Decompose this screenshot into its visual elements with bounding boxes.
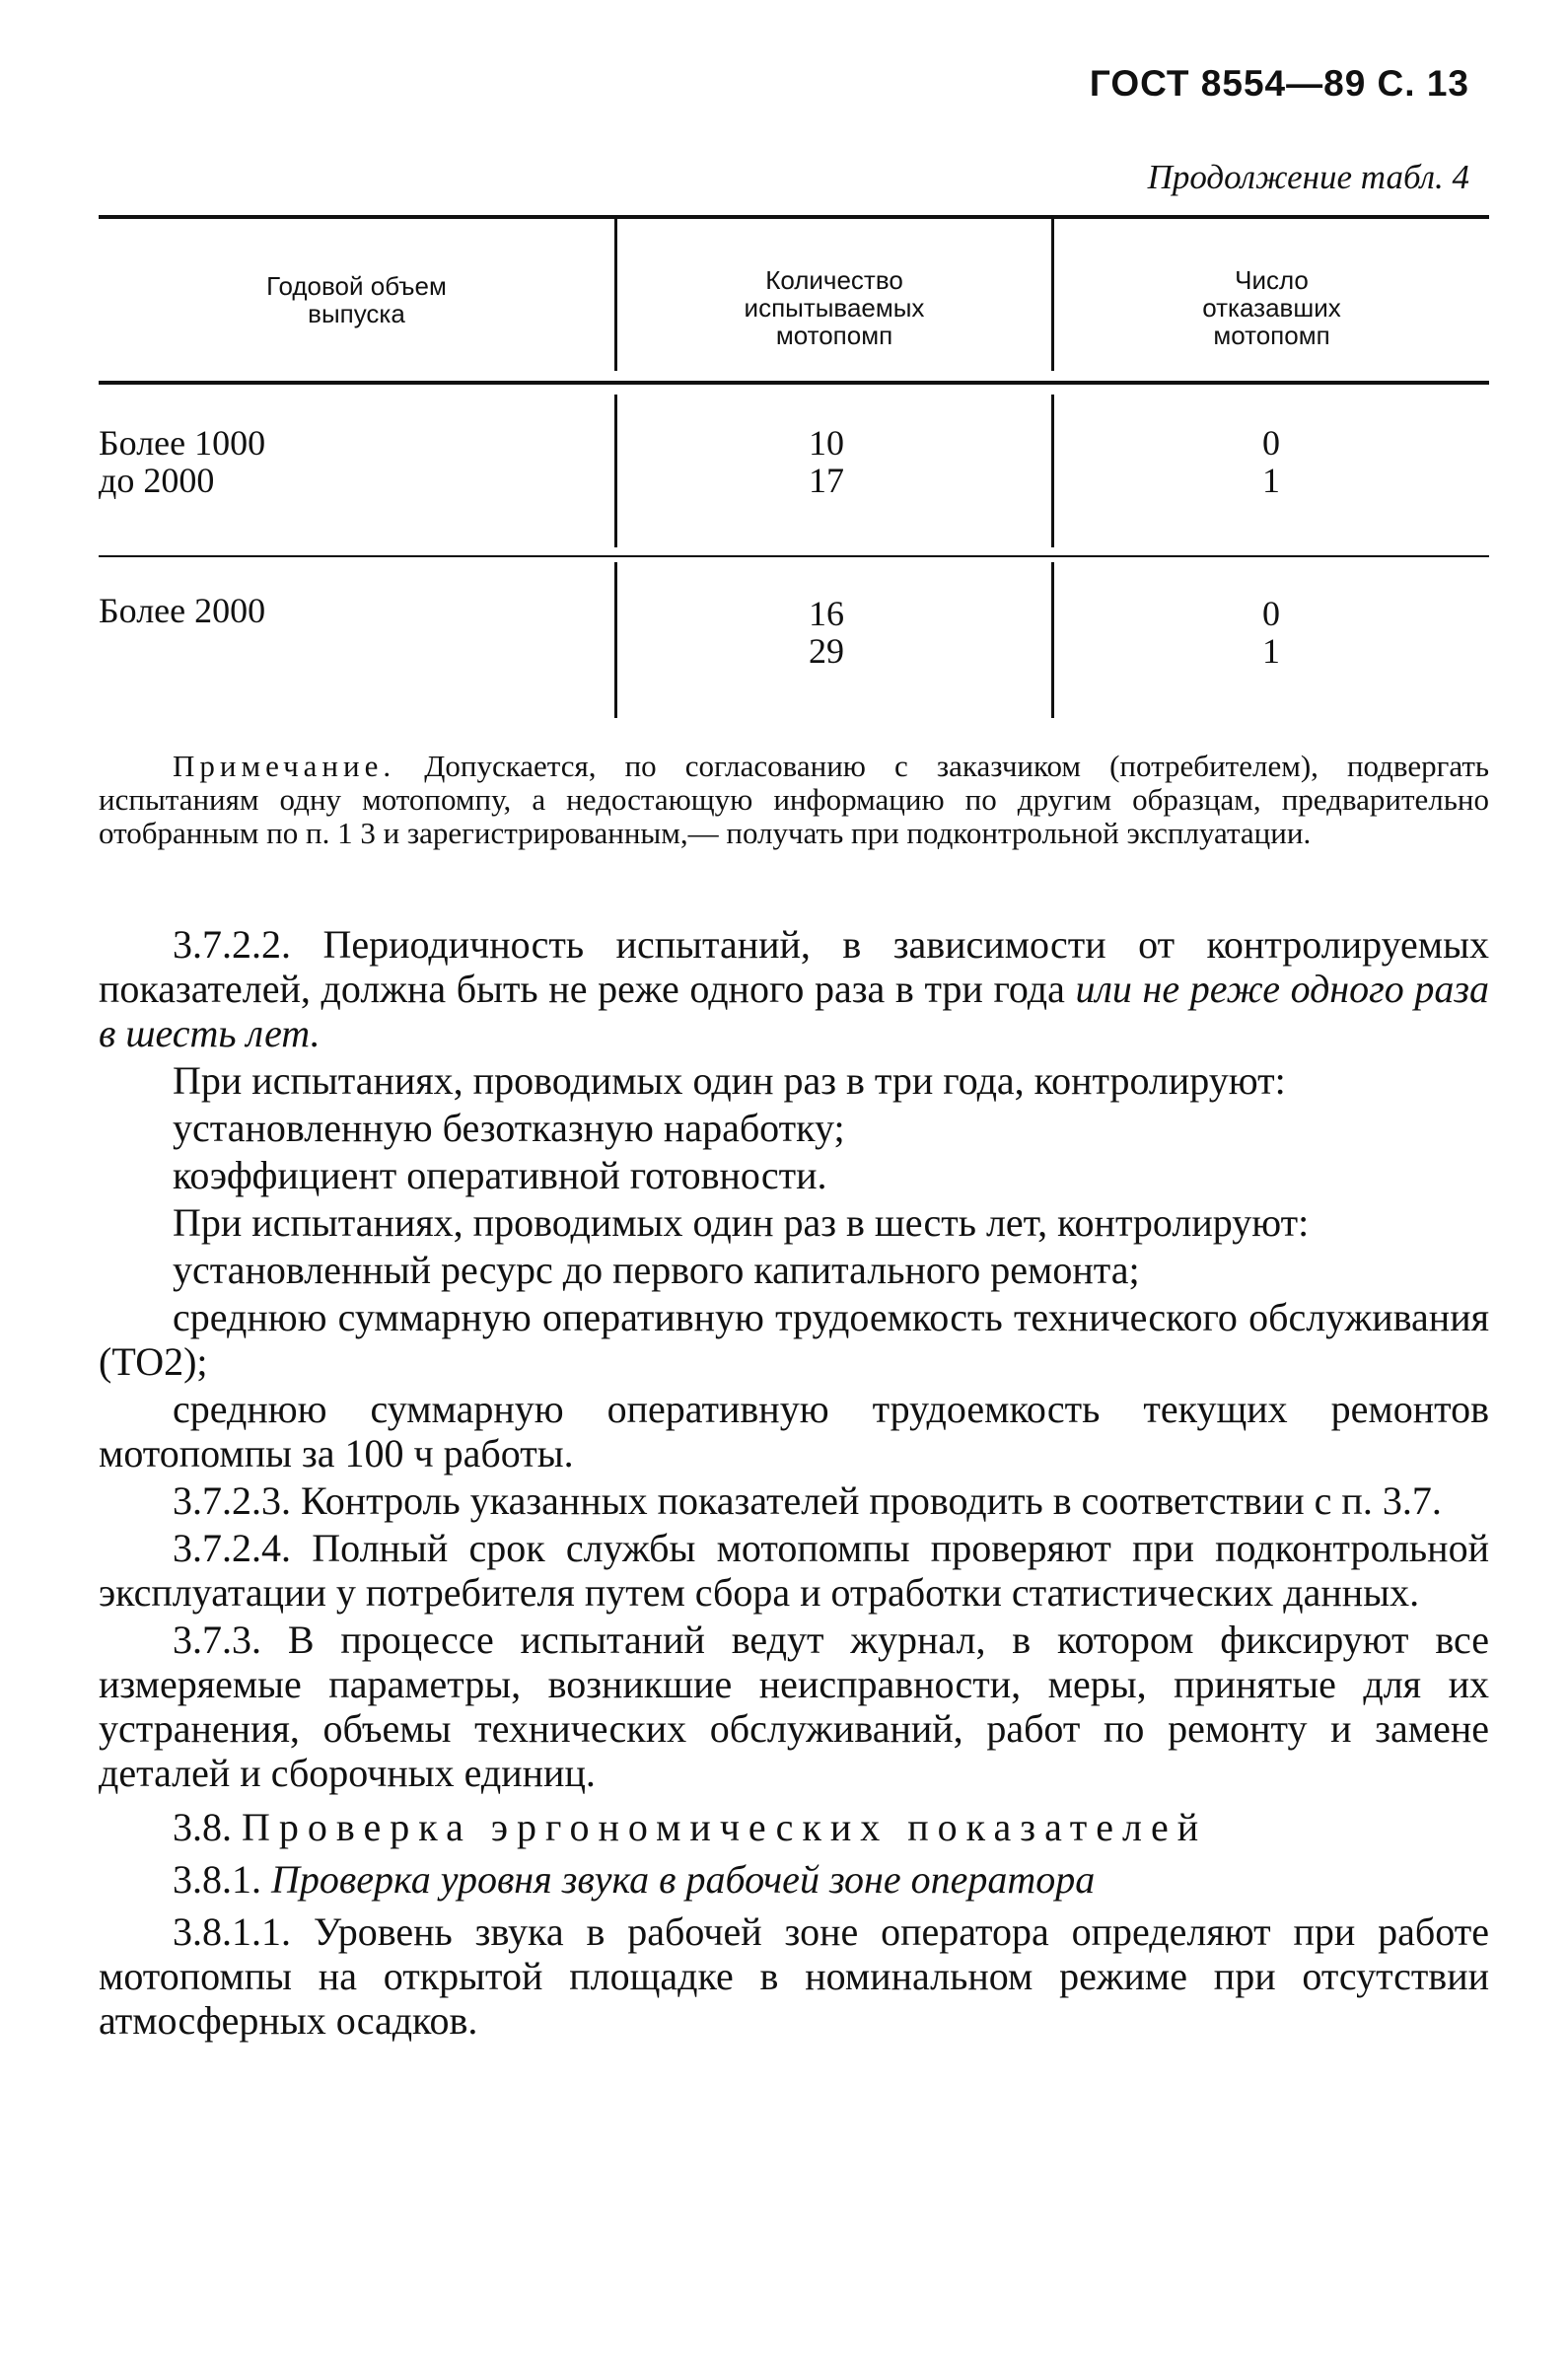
paragraph-3-7-3: 3.7.3. В процессе испытаний ведут журнал, в котором фиксируют все измеряемые параметры, возникшие неисправности, меры, принятые для их устранения, объемы технических обслуживаний, работ по ремонту и замене деталей и сборочных единиц. — [99, 1618, 1489, 1795]
table-top-rule — [99, 215, 1489, 219]
header-failed-count — [1054, 266, 1489, 349]
table-column-divider — [1051, 562, 1054, 718]
cell-line: 1 — [1262, 461, 1280, 500]
section-heading-3-8 — [99, 1805, 1489, 1849]
cell-line: Более 2000 — [99, 591, 266, 630]
paragraph-three-year-tests: При испытаниях, проводимых один раз в три года, контролируют: — [173, 1058, 1286, 1103]
header-line: Количество — [765, 265, 903, 295]
row-1-failed — [1262, 424, 1321, 499]
note-label: Примечание. — [173, 749, 396, 783]
header-line: Годовой объем — [266, 271, 447, 301]
cell-line: 16 — [809, 594, 844, 633]
cell-line: 0 — [1262, 423, 1280, 463]
header-line: мотопомп — [775, 321, 893, 350]
cell-line: 17 — [809, 461, 844, 500]
paragraph-3-7-2-4: 3.7.2.4. Полный срок службы мотопомпы проверяют при подконтрольной эксплуатации у потребителя путем сбора и отработки статистических данных. — [99, 1526, 1489, 1615]
cell-line: 29 — [809, 631, 844, 671]
cell-line: 10 — [809, 423, 844, 463]
list-item: установленную безотказную наработку; — [173, 1106, 845, 1150]
paragraph-six-year-tests: При испытаниях, проводимых один раз в шесть лет, контролируют: — [173, 1200, 1310, 1245]
cell-line: до 2000 — [99, 461, 215, 500]
section-heading-3-8-1 — [99, 1857, 1489, 1902]
table-continuation-label: Продолжение табл. 4 — [1147, 158, 1469, 196]
table-header-rule — [99, 381, 1489, 385]
paragraph-number: 3.7.2.2. — [173, 922, 291, 967]
cell-line: 1 — [1262, 631, 1280, 671]
cell-line: Более 1000 — [99, 423, 266, 463]
paragraph-3-8-1-1: 3.8.1.1. Уровень звука в рабочей зоне оператора определяют при работе мотопомпы на открытой площадке в номинальном режиме при отсутствии атмосферных осадков. — [99, 1909, 1489, 2043]
table-note — [99, 750, 1489, 850]
body-text — [99, 922, 1489, 2046]
list-item: среднюю суммарную оперативную трудоемкость технического обслуживания (ТО2); — [99, 1295, 1489, 1384]
header-tested-count — [617, 266, 1051, 349]
table-column-divider — [1051, 395, 1054, 547]
note-text: Допускается, по согласованию с заказчиком (потребителем), подвергать испытаниям одну мотопомпу, а недостающую информацию по другим образцам, предварительно отобранным по п. 1 3 и зарегистрированным,— получать при подконтрольной эксплуатации. — [99, 749, 1490, 850]
header-line: выпуска — [308, 299, 405, 328]
heading-title: Проверка эргономических показателей — [242, 1805, 1208, 1849]
list-item: среднюю суммарную оперативную трудоемкость текущих ремонтов мотопомпы за 100 ч работы. — [99, 1387, 1489, 1475]
paragraph-italic-text: или не реже одного раза в шесть лет. — [99, 967, 1489, 1055]
header-line: испытываемых — [744, 293, 925, 323]
header-line: отказавших — [1202, 293, 1341, 323]
header-annual-volume — [99, 272, 614, 327]
list-item: коэффициент оперативной готовности. — [173, 1153, 827, 1197]
row-1-tested — [809, 424, 907, 499]
list-item: установленный ресурс до первого капитального ремонта; — [173, 1248, 1140, 1292]
row-2-tested — [809, 595, 907, 670]
paragraph-3-7-2-3: 3.7.2.3. Контроль указанных показателей проводить в соответствии с п. 3.7. — [173, 1478, 1442, 1523]
paragraph-3-7-2-2 — [99, 922, 1489, 1055]
heading-number: 3.8. — [173, 1805, 232, 1849]
row-2-failed — [1262, 595, 1321, 670]
document-reference: ГОСТ 8554—89 С. 13 — [1089, 63, 1469, 104]
row-1-volume — [99, 424, 592, 499]
cell-line: 0 — [1262, 594, 1280, 633]
heading-title: Проверка уровня звука в рабочей зоне оператора — [271, 1857, 1096, 1902]
paragraph-text: Периодичность испытаний, в зависимости от контролируемых показателей, должна быть не реже одного раза в три года — [99, 922, 1489, 1011]
table-row-divider — [99, 555, 1489, 557]
heading-number: 3.8.1. — [173, 1857, 261, 1902]
header-line: мотопомп — [1213, 321, 1330, 350]
table-column-divider — [614, 395, 617, 547]
row-2-volume — [99, 592, 592, 629]
table-column-divider — [614, 562, 617, 718]
header-line: Число — [1235, 265, 1309, 295]
